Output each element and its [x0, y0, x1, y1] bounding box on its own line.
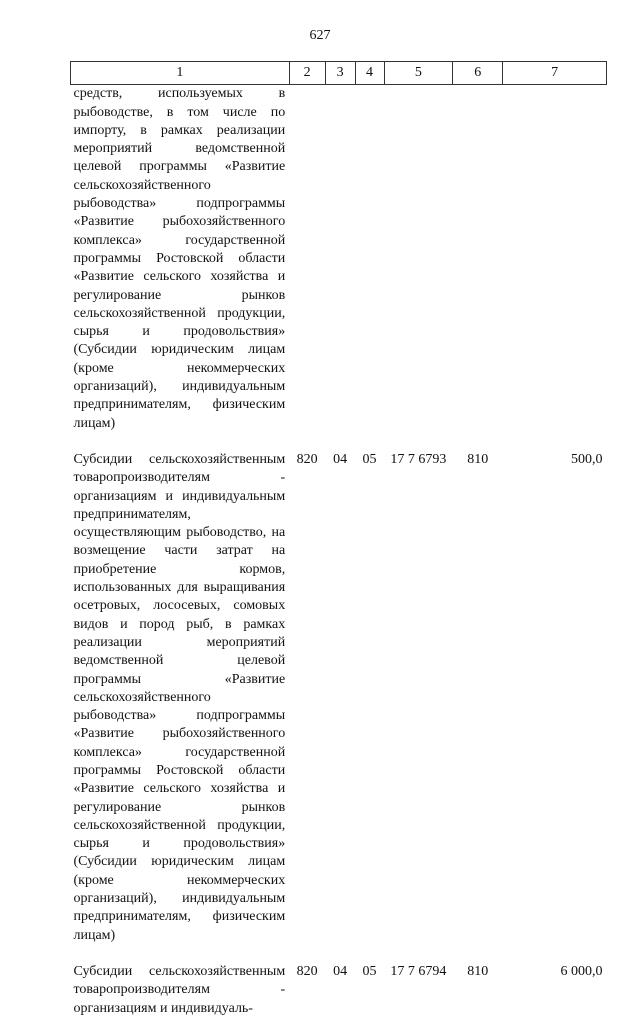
row-amount: 500,0 — [571, 451, 603, 467]
row-code-4: 05 — [362, 451, 377, 467]
table-row — [71, 85, 607, 433]
row-code-6: 810 — [467, 963, 489, 979]
header-col-5: 5 — [384, 62, 453, 85]
row-code-5 — [384, 85, 453, 433]
row-code-3 — [325, 85, 355, 433]
header-col-6: 6 — [453, 62, 503, 85]
row-description: средств, используемых в рыбоводстве, в том числе по импорту, в рамках реализации мероприятий ведомственной целевой программы «Развитие сельскохозяйственного рыбоводства» подпрограммы «Развитие рыбохозяйственного комплекса» государственной программы Ростовской области «Развитие сельского хозяйства и регулирование рынков сельскохозяйственной продукции, сырья и продовольствия» (Субсидии юридическим лицам (кроме некоммерческих организаций), индивидуальным предпринимателям, физическим лицам) — [73, 86, 286, 431]
row-description: Субсидии сельскохозяйственным товаропроизводителям - организациям и индивидуаль- — [73, 963, 286, 1016]
row-amount — [503, 85, 607, 433]
row-code-2: 820 — [296, 963, 318, 979]
header-col-3: 3 — [325, 62, 355, 85]
row-code-3: 04 — [333, 451, 348, 467]
budget-table — [70, 61, 607, 1018]
row-amount: 6 000,0 — [560, 963, 603, 979]
row-code-2: 820 — [296, 451, 318, 467]
header-col-2: 2 — [289, 62, 325, 85]
header-col-7: 7 — [503, 62, 607, 85]
row-code-3: 04 — [333, 963, 348, 979]
row-code-5: 17 7 6794 — [390, 963, 447, 979]
row-description: Субсидии сельскохозяйственным товаропроизводителям - организациям и индивидуальным предпринимателям, осуществляющим рыбоводство, на возмещение части затрат на приобретение кормов, использованных для выращивания осетровых, лососевых, сомовых видов и пород рыб, в рамках реализации мероприятий ведомственной целевой программы «Развитие сельскохозяйственного рыбоводства» подпрограммы «Развитие рыбохозяйственного комплекса» государственной программы Ростовской области «Развитие сельского хозяйства и регулирование рынков сельскохозяйственной продукции, сырья и продовольствия» (Субсидии юридическим лицам (кроме некоммерческих организаций), индивидуальным предпринимателям, физическим лицам) — [73, 451, 286, 943]
header-col-4: 4 — [355, 62, 384, 85]
row-code-5: 17 7 6793 — [390, 451, 447, 467]
row-code-6 — [453, 85, 503, 433]
row-code-4: 05 — [362, 963, 377, 979]
row-code-4 — [355, 85, 384, 433]
row-code-6: 810 — [467, 451, 489, 467]
row-spacer — [71, 945, 607, 963]
table-row — [71, 451, 607, 945]
table-row — [71, 963, 607, 1018]
row-spacer — [71, 433, 607, 451]
page-number: 627 — [309, 28, 331, 43]
table-header — [71, 62, 607, 85]
row-code-2 — [289, 85, 325, 433]
header-col-1: 1 — [71, 62, 290, 85]
